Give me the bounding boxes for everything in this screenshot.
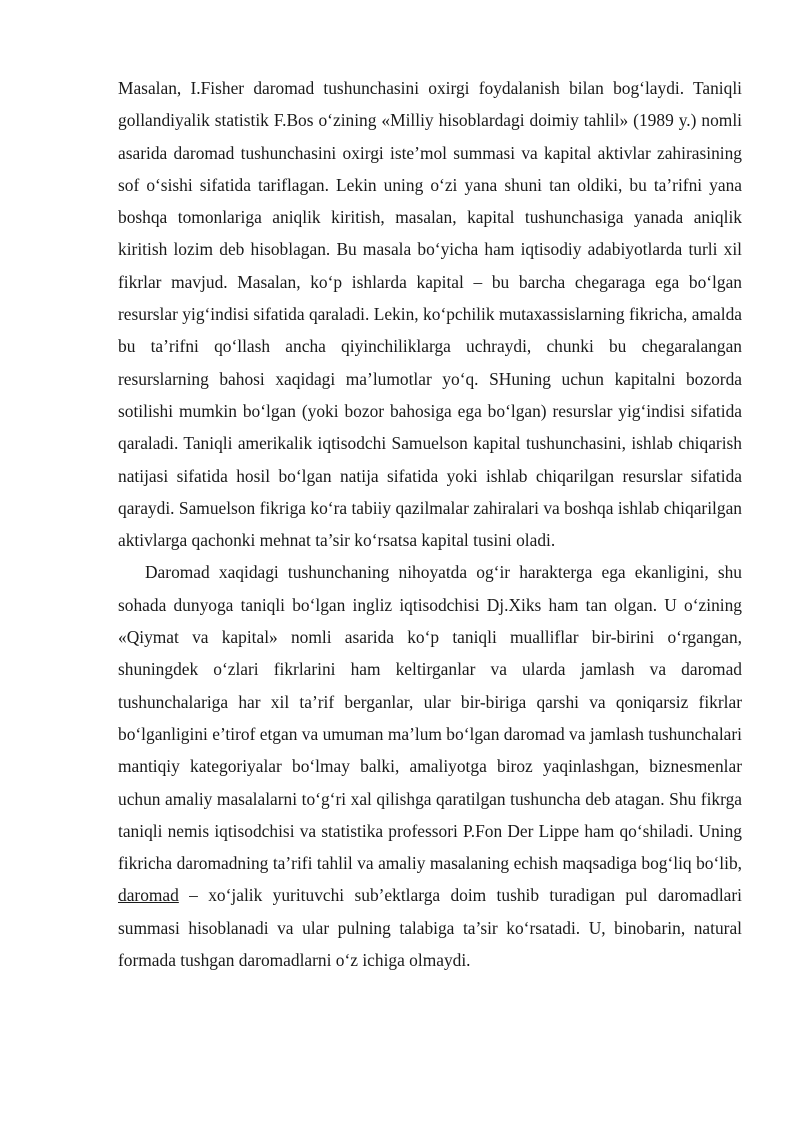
document-page xyxy=(118,72,742,976)
paragraph-2 xyxy=(118,556,742,976)
paragraph-1: Masalan, I.Fisher daromad tushunchasini oxirgi foydalanish bilan bog‘laydi. Taniqli gollandiyalik statistik F.Bos o‘zining «Milliy hisoblardagi doimiy tahlil» (1989 y.) nomli asarida daromad tushunchasini oxirgi iste’mol summasi va kapital aktivlar zahirasining sof o‘sishi sifatida tariflagan. Lekin uning o‘zi yana shuni tan oldiki, bu ta’rifni yana boshqa tomonlariga aniqlik kiritish, masalan, kapital tushunchasiga yanada aniqlik kiritish lozim deb hisoblagan. Bu masala bo‘yicha ham iqtisodiy adabiyotlarda turli xil fikrlar mavjud. Masalan, ko‘p ishlarda kapital – bu barcha chegaraga ega bo‘lgan resurslar yig‘indisi sifatida qaraladi. Lekin, ko‘pchilik mutaxassislarning fikricha, amalda bu ta’rifni qo‘llash ancha qiyinchiliklarga uchraydi, chunki bu chegaralangan resurslarning bahosi xaqidagi ma’lumotlar yo‘q. SHuning uchun kapitalni bozorda sotilishi mumkin bo‘lgan (yoki bozor bahosiga ega bo‘lgan) resurslar yig‘indisi sifatida qaraladi. Taniqli amerikalik iqtisodchi Samuelson kapital tushunchasini, ishlab chiqarish natijasi sifatida hosil bo‘lgan natija sifatida yoki ishlab chiqarilgan resurslar sifatida qaraydi. Samuelson fikriga ko‘ra tabiiy qazilmalar zahiralari va boshqa ishlab chiqarilgan aktivlarga qachonki mehnat ta’sir ko‘rsatsa kapital tusini oladi. xyxy=(118,78,742,551)
paragraph-2-text-before: Daromad xaqidagi tushunchaning nihoyatda og‘ir harakterga ega ekanligini, shu sohada dunyoga taniqli bo‘lgan ingliz iqtisodchisi Dj.Xiks ham tan olgan. U o‘zining «Qiymat va kapital» nomli asarida ko‘p taniqli mualliflar bir-birini o‘rgangan, shuningdek o‘zlari fikrlarini ham keltirganlar va ularda jamlash va daromad tushunchalariga har xil ta’rif berganlar, ular bir-biriga qarshi va qoniqarsiz fikrlar bo‘lganligini e’tirof etgan va umuman ma’lum bo‘lgan daromad va jamlash tushunchalari mantiqiy kategoriyalar bo‘lmay balki, amaliyotga biroz yaqinlashgan, biznesmenlar uchun amaliy masalalarni to‘g‘ri xal qilishga qaratilgan tushuncha deb atagan. Shu fikrga taniqli nemis iqtisodchisi va statistika professori P.Fon Der Lippe ham qo‘shiladi. Uning fikricha daromadning ta’rifi tahlil va amaliy masalaning echish maqsadiga bog‘liq bo‘lib, xyxy=(118,562,742,874)
paragraph-2-text-after: – xo‘jalik yurituvchi sub’ektlarga doim tushib turadigan pul daromadlari summasi hisoblanadi va ular pulning talabiga ta’sir ko‘rsatadi. U, binobarin, natural formada tushgan daromadlarni o‘z ichiga olmaydi. xyxy=(118,885,742,971)
underlined-term-daromad: daromad xyxy=(118,885,179,906)
